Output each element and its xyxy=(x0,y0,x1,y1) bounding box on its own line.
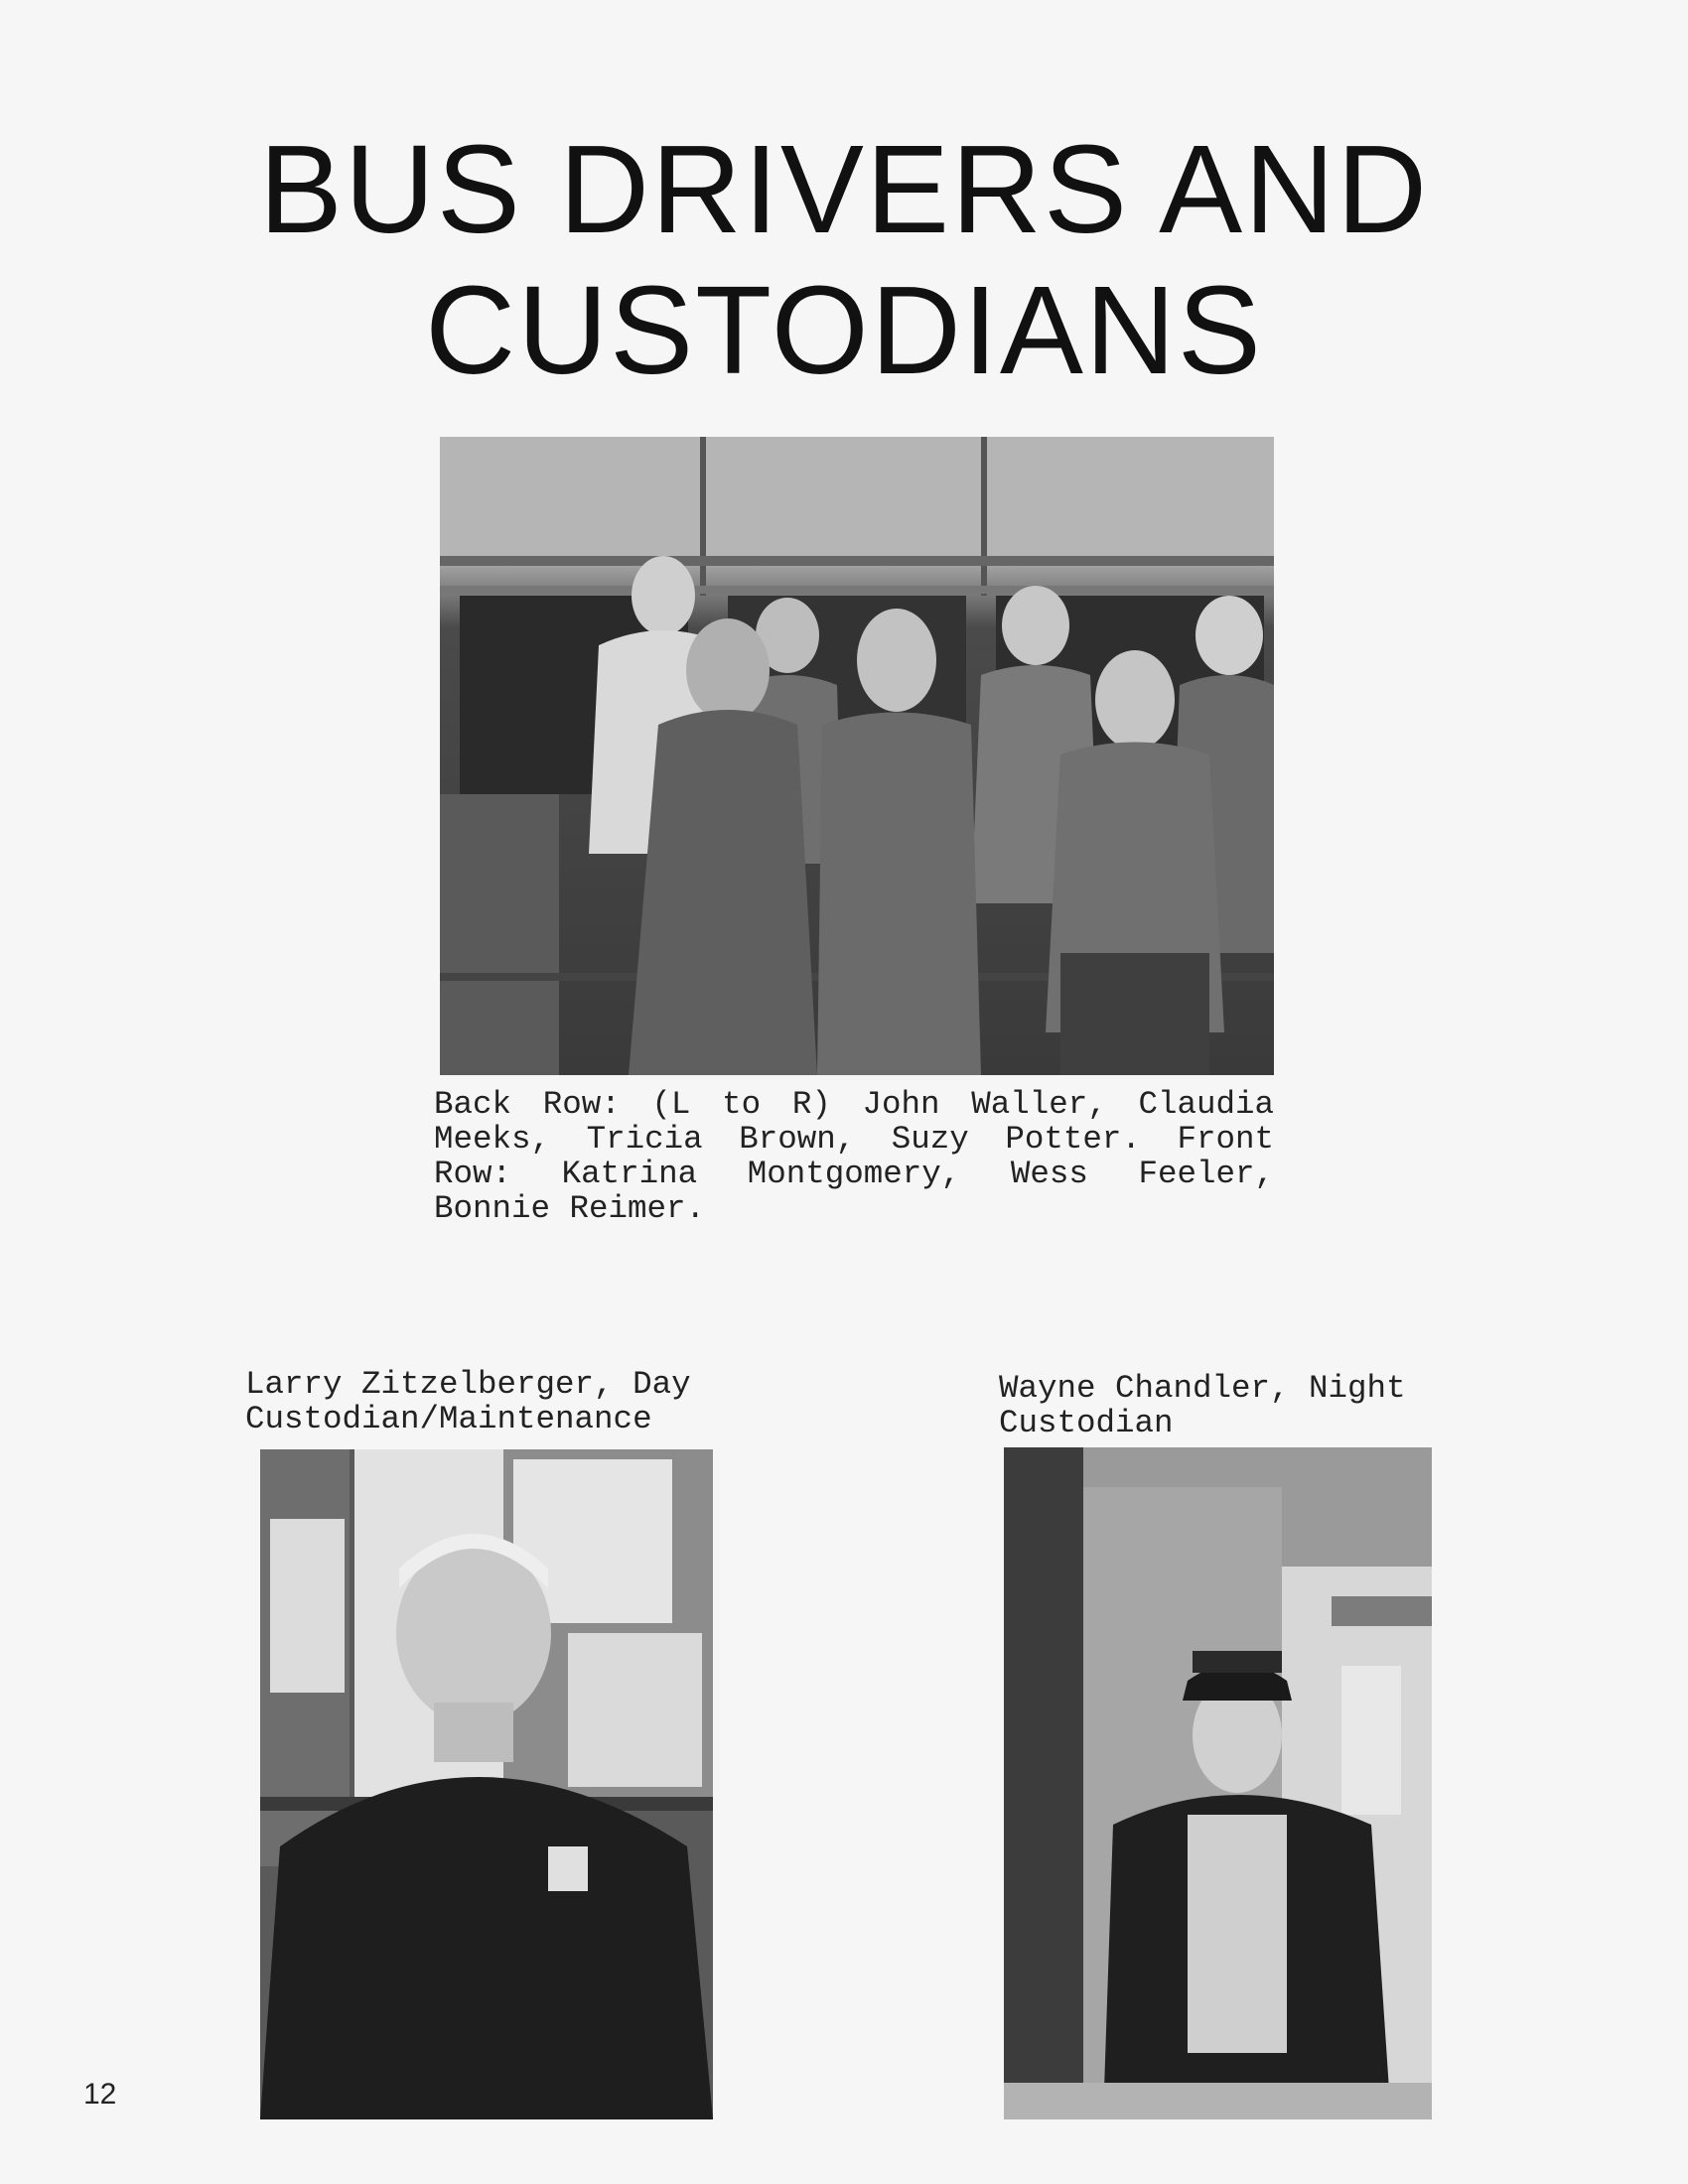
portrait-image-day-custodian xyxy=(260,1449,713,2119)
group-caption-line-4: Bonnie Reimer. xyxy=(434,1190,706,1227)
portrait-image-night-custodian xyxy=(1004,1447,1432,2119)
page-title xyxy=(0,119,1688,401)
page-title-line-1: BUS DRIVERS AND xyxy=(258,119,1430,259)
group-caption-line-1: Back Row: (L to R) John Waller, Claudia xyxy=(434,1086,1274,1123)
group-photo xyxy=(440,437,1274,1075)
group-caption-line-3: Row: Katrina Montgomery, Wess Feeler, xyxy=(434,1156,1274,1192)
portrait-caption-night-custodian: Wayne Chandler, Night Custodian xyxy=(999,1370,1406,1441)
group-photo-image xyxy=(440,437,1274,1075)
page-number: 12 xyxy=(83,2078,117,2111)
group-photo-caption xyxy=(434,1087,1274,1226)
portrait-photo-day-custodian xyxy=(260,1449,713,2119)
portrait-photo-night-custodian xyxy=(1004,1447,1432,2119)
portrait-caption-day-custodian: Larry Zitzelberger, Day Custodian/Maintenance xyxy=(245,1366,691,1437)
group-caption-line-2: Meeks, Tricia Brown, Suzy Potter. Front xyxy=(434,1121,1274,1158)
page-title-line-2: CUSTODIANS xyxy=(425,260,1263,400)
